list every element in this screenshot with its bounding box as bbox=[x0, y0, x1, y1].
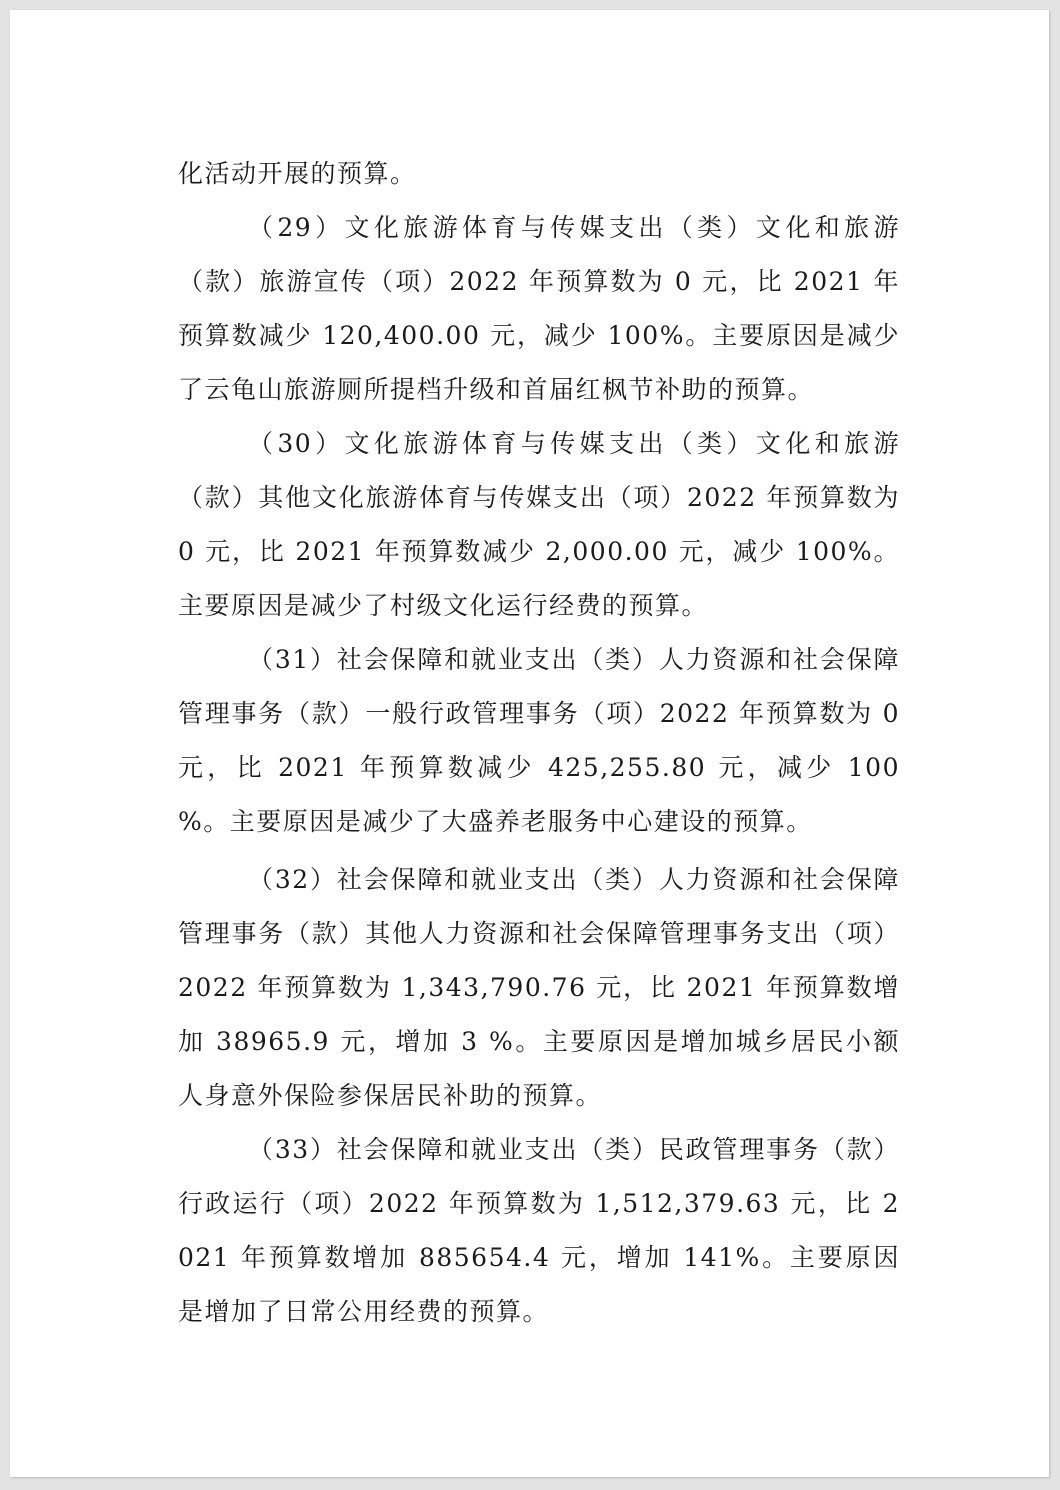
paragraph-32: （32）社会保障和就业支出（类）人力资源和社会保障管理事务（款）其他人力资源和社会保障管理事务支出（项）2022 年预算数为 1,343,790.76 元，比 2021 年预算数增加 38965.9 元，增加 3 %。主要原因是增加城乡居民小额人身意外保险参保居民补助的预算。 bbox=[178, 865, 900, 1110]
paragraph-29: （29）文化旅游体育与传媒支出（类）文化和旅游（款）旅游宣传（项）2022 年预算数为 0 元，比 2021 年预算数减少 120,400.00 元，减少 100%。主要原因是减少了云龟山旅游厕所提档升级和首届红枫节补助的预算。 bbox=[178, 213, 900, 404]
paragraph-33: （33）社会保障和就业支出（类）民政管理事务（款）行政运行（项）2022 年预算数为 1,512,379.63 元，比 2021 年预算数增加 885654.4 元，增加 141%。主要原因是增加了日常公用经费的预算。 bbox=[178, 1135, 900, 1326]
paragraph-continuation: 化活动开展的预算。 bbox=[178, 159, 417, 188]
paragraph-31: （31）社会保障和就业支出（类）人力资源和社会保障管理事务（款）一般行政管理事务（项）2022 年预算数为 0 元，比 2021 年预算数减少 425,255.80 元，减少 100 %。主要原因是减少了大盛养老服务中心建设的预算。 bbox=[178, 645, 900, 836]
paragraph-30: （30）文化旅游体育与传媒支出（类）文化和旅游（款）其他文化旅游体育与传媒支出（项）2022 年预算数为 0 元，比 2021 年预算数减少 2,000.00 元，减少 100%。主要原因是减少了村级文化运行经费的预算。 bbox=[178, 429, 900, 620]
document-body bbox=[178, 147, 900, 1339]
document-page bbox=[10, 10, 1049, 1477]
